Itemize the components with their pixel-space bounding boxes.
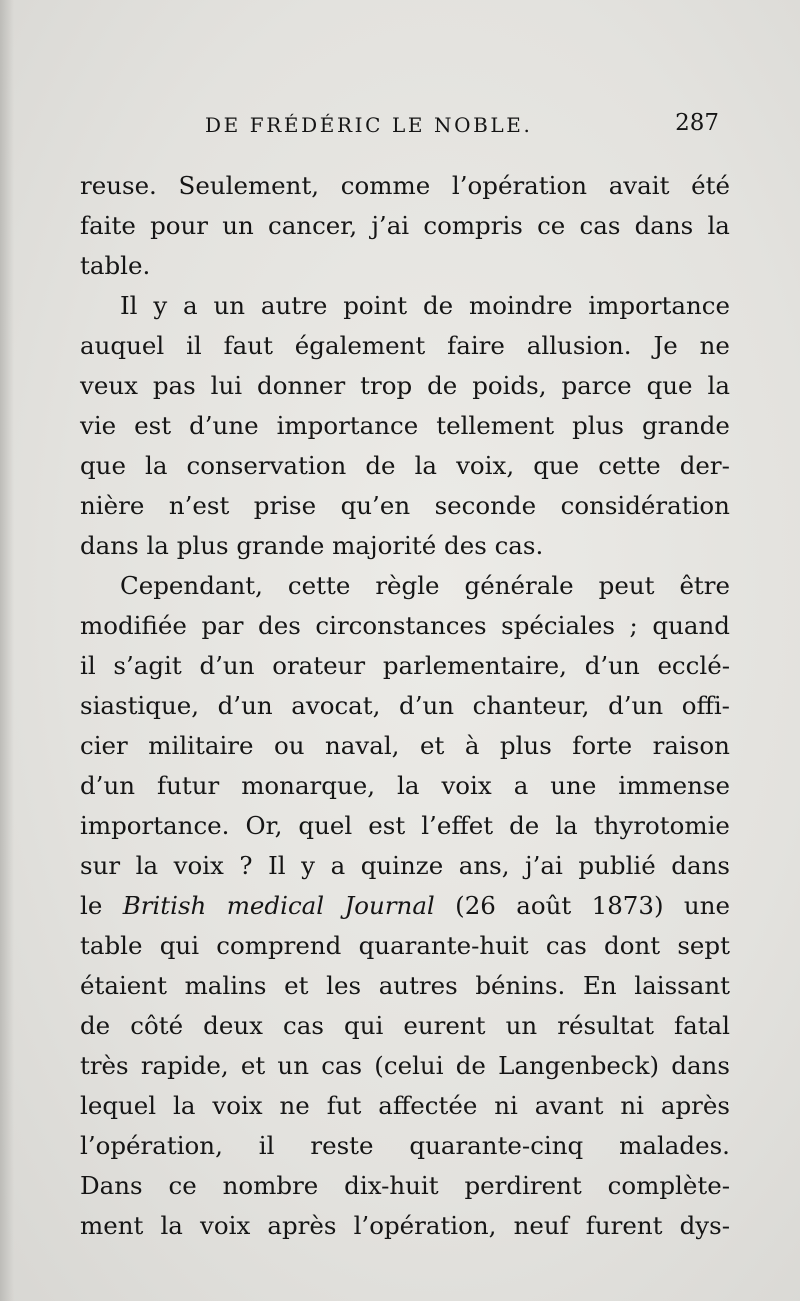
word: moindre	[468, 291, 573, 320]
word: une	[550, 771, 597, 800]
word: importance	[276, 411, 419, 440]
word: circonstances	[315, 611, 487, 640]
text-line	[80, 446, 730, 486]
word: futur	[157, 771, 220, 800]
word: ni	[494, 1091, 518, 1120]
word: et	[284, 971, 309, 1000]
word: a	[513, 771, 529, 800]
word: En	[582, 971, 617, 1000]
text-line	[80, 646, 730, 686]
word: de	[427, 371, 458, 400]
word: malins	[184, 971, 267, 1000]
word: l’effet	[421, 811, 494, 840]
word: considération	[560, 491, 730, 520]
word: faite	[80, 211, 136, 240]
word: dans	[634, 211, 694, 240]
word: quand	[652, 611, 730, 640]
word: nière	[80, 491, 145, 520]
word: la	[707, 371, 730, 400]
word: résultat	[557, 1011, 654, 1040]
word: malades.	[619, 1131, 730, 1160]
word: (celui	[374, 1051, 444, 1080]
word: spéciales	[501, 611, 615, 640]
word: forte	[572, 731, 633, 760]
word: Cependant,	[120, 571, 263, 600]
word: côté	[130, 1011, 184, 1040]
word: quinze	[360, 851, 444, 880]
text-line	[80, 566, 730, 606]
word: plus	[176, 531, 229, 560]
word: il	[258, 1131, 275, 1160]
word: ans,	[458, 851, 510, 880]
word: un	[505, 1011, 538, 1040]
word: voix	[200, 1211, 251, 1240]
word: grande	[236, 531, 325, 560]
word: cancer,	[267, 211, 358, 240]
text-line	[80, 686, 730, 726]
word: sur	[80, 851, 121, 880]
word: ce	[537, 211, 566, 240]
word: immense	[618, 771, 730, 800]
word: Or,	[245, 811, 283, 840]
word: de	[80, 1011, 111, 1040]
word: offi-	[681, 691, 730, 720]
word: de	[455, 1051, 486, 1080]
word: point	[343, 291, 408, 320]
word: d’un	[584, 651, 640, 680]
word: par	[201, 611, 244, 640]
text-line	[80, 1126, 730, 1166]
word: seconde	[434, 491, 537, 520]
word: de	[509, 811, 540, 840]
word: la	[707, 211, 730, 240]
running-head: DE FRÉDÉRIC LE NOBLE.	[205, 113, 533, 137]
word: Langenbeck)	[498, 1051, 660, 1080]
text-line	[80, 486, 730, 526]
body-text	[80, 166, 730, 1246]
word: Seulement,	[178, 171, 320, 200]
word: reste	[310, 1131, 374, 1160]
word: de	[422, 291, 454, 320]
text-line	[80, 1166, 730, 1206]
word: a	[183, 291, 198, 320]
word: règle	[375, 571, 440, 600]
word: également	[294, 331, 426, 360]
text-line	[80, 606, 730, 646]
word: cas	[545, 931, 587, 960]
word: der-	[679, 451, 730, 480]
text-line	[80, 246, 730, 286]
word: cas	[321, 1051, 363, 1080]
word: j’ai	[371, 211, 410, 240]
word: nombre	[222, 1171, 319, 1200]
word: est	[134, 411, 172, 440]
word: deux	[203, 1011, 263, 1040]
word: dys-	[679, 1211, 730, 1240]
word: furent	[585, 1211, 663, 1240]
word: un	[213, 291, 246, 320]
word: militaire	[148, 731, 254, 760]
word: quarante-huit	[358, 931, 529, 960]
word: fatal	[674, 1011, 730, 1040]
word: trop	[360, 371, 413, 400]
text-line	[80, 286, 730, 326]
word: la	[146, 531, 169, 560]
word: des	[258, 611, 301, 640]
word: perdirent	[464, 1171, 582, 1200]
word: l’opération,	[353, 1211, 497, 1240]
text-line	[80, 406, 730, 446]
word: qu’en	[340, 491, 411, 520]
word: voix,	[456, 451, 515, 480]
word: faut	[223, 331, 273, 360]
word: peut	[598, 571, 655, 600]
word: neuf	[513, 1211, 569, 1240]
text-line	[80, 886, 730, 926]
text-line	[80, 1006, 730, 1046]
word: compris	[423, 211, 523, 240]
word: étaient	[80, 971, 167, 1000]
word: l’opération,	[80, 1131, 223, 1160]
word: cette	[287, 571, 351, 600]
text-line	[80, 1206, 730, 1246]
word: tellement	[436, 411, 555, 440]
word: ne	[699, 331, 730, 360]
word: autres	[378, 971, 458, 1000]
word: ?	[239, 851, 253, 880]
word: d’un	[399, 691, 455, 720]
page-gutter-shadow	[0, 0, 14, 1301]
text-line	[80, 366, 730, 406]
word: ni	[620, 1091, 644, 1120]
text-line	[80, 1046, 730, 1086]
word: cette	[598, 451, 661, 480]
word: (26	[455, 891, 496, 920]
word: un	[277, 1051, 309, 1080]
word: que	[533, 451, 580, 480]
word: plus	[572, 411, 624, 440]
word: les	[326, 971, 362, 1000]
word: et	[240, 1051, 266, 1080]
word: cas	[579, 211, 621, 240]
word: fut	[326, 1091, 362, 1120]
text-line	[80, 766, 730, 806]
word: avocat,	[291, 691, 381, 720]
word: naval,	[325, 731, 400, 760]
word: voix	[212, 1091, 263, 1120]
word: orateur	[272, 651, 366, 680]
word: donner	[257, 371, 346, 400]
word: la	[145, 451, 168, 480]
word: thyrotomie	[593, 811, 730, 840]
word: eurent	[403, 1011, 486, 1040]
word: ce	[168, 1171, 197, 1200]
word: Il	[268, 851, 286, 880]
word: veux	[80, 371, 138, 400]
word: été	[691, 171, 730, 200]
word: parce	[561, 371, 632, 400]
word: d’un	[199, 651, 255, 680]
word: ecclé-	[657, 651, 730, 680]
word: grande	[641, 411, 730, 440]
word: la	[555, 811, 578, 840]
text-line	[80, 806, 730, 846]
word: Dans	[80, 1171, 143, 1200]
text-line	[80, 526, 730, 566]
word: raison	[652, 731, 730, 760]
word: août	[516, 891, 572, 920]
word: autre	[260, 291, 328, 320]
word: que	[80, 451, 126, 480]
word: complète-	[607, 1171, 730, 1200]
word: cier	[80, 731, 128, 760]
word: après	[660, 1091, 730, 1120]
text-line	[80, 206, 730, 246]
word: être	[679, 571, 730, 600]
word: chanteur,	[472, 691, 590, 720]
text-line	[80, 726, 730, 766]
word: a	[330, 851, 346, 880]
word: majorité	[332, 531, 437, 560]
word: vie	[80, 411, 117, 440]
word: importance	[588, 291, 730, 320]
word: comprend	[216, 931, 342, 960]
word: des	[444, 531, 487, 560]
page-header	[205, 110, 725, 143]
word: n’est	[168, 491, 230, 520]
word: y	[153, 291, 168, 320]
word: faire	[447, 331, 505, 360]
word: la	[414, 451, 438, 480]
word: s’agit	[113, 651, 182, 680]
word: bénins.	[475, 971, 566, 1000]
word: laissant	[634, 971, 730, 1000]
word: 1873)	[591, 891, 664, 920]
page-number: 287	[675, 110, 719, 136]
word: lequel	[80, 1091, 157, 1120]
word: générale	[464, 571, 574, 600]
word: allusion.	[526, 331, 632, 360]
word: affectée	[378, 1091, 478, 1120]
word: dans	[80, 531, 139, 560]
word: table.	[80, 251, 151, 280]
word: parlementaire,	[382, 651, 567, 680]
word: comme	[340, 171, 431, 200]
word: dix-huit	[344, 1171, 439, 1200]
word: Il	[120, 291, 138, 320]
word: la	[173, 1091, 196, 1120]
word: la	[160, 1211, 183, 1240]
word: conservation	[186, 451, 347, 480]
word: avant	[534, 1091, 604, 1120]
word: après	[267, 1211, 337, 1240]
word: dont	[604, 931, 661, 960]
word: ;	[629, 611, 638, 640]
text-line	[80, 926, 730, 966]
word: quarante-cinq	[409, 1131, 584, 1160]
word: voix	[441, 771, 492, 800]
word: prise	[253, 491, 317, 520]
word: j’ai	[525, 851, 563, 880]
word: dans	[671, 851, 730, 880]
word: poids,	[472, 371, 547, 400]
word: la	[397, 771, 420, 800]
word: plus	[499, 731, 552, 760]
word: le	[80, 891, 103, 920]
word: publié	[578, 851, 656, 880]
word: British	[122, 891, 207, 920]
word: ment	[80, 1211, 144, 1240]
word: à	[464, 731, 480, 760]
word: est	[368, 811, 406, 840]
word: un	[222, 211, 254, 240]
word: il	[186, 331, 202, 360]
text-line	[80, 166, 730, 206]
word: modifiée	[80, 611, 187, 640]
word: l’opération	[451, 171, 587, 200]
word: Journal	[344, 891, 435, 920]
word: y	[301, 851, 316, 880]
text-line	[80, 966, 730, 1006]
word: reuse.	[80, 171, 157, 200]
word: dans	[671, 1051, 730, 1080]
word: auquel	[80, 331, 165, 360]
word: voix	[173, 851, 224, 880]
word: cas.	[494, 531, 544, 560]
text-line	[80, 1086, 730, 1126]
word: ou	[274, 731, 305, 760]
word: Je	[653, 331, 678, 360]
word: siastique,	[80, 691, 200, 720]
word: d’un	[608, 691, 664, 720]
word: ne	[279, 1091, 310, 1120]
word: très	[80, 1051, 129, 1080]
text-line	[80, 326, 730, 366]
word: importance.	[80, 811, 230, 840]
word: pas	[152, 371, 196, 400]
word: qui	[344, 1011, 384, 1040]
word: sept	[677, 931, 730, 960]
word: d’un	[217, 691, 273, 720]
word: avait	[608, 171, 670, 200]
word: monarque,	[241, 771, 376, 800]
word: de	[365, 451, 396, 480]
word: il	[80, 651, 96, 680]
word: la	[135, 851, 159, 880]
word: pour	[150, 211, 208, 240]
word: qui	[159, 931, 200, 960]
word: d’une	[189, 411, 259, 440]
word: quel	[298, 811, 353, 840]
word: medical	[226, 891, 325, 920]
word: lui	[210, 371, 243, 400]
word: et	[419, 731, 445, 760]
word: d’un	[80, 771, 136, 800]
text-line	[80, 846, 730, 886]
word: une	[683, 891, 730, 920]
word: table	[80, 931, 143, 960]
word: que	[646, 371, 693, 400]
word: rapide,	[140, 1051, 229, 1080]
word: cas	[283, 1011, 324, 1040]
